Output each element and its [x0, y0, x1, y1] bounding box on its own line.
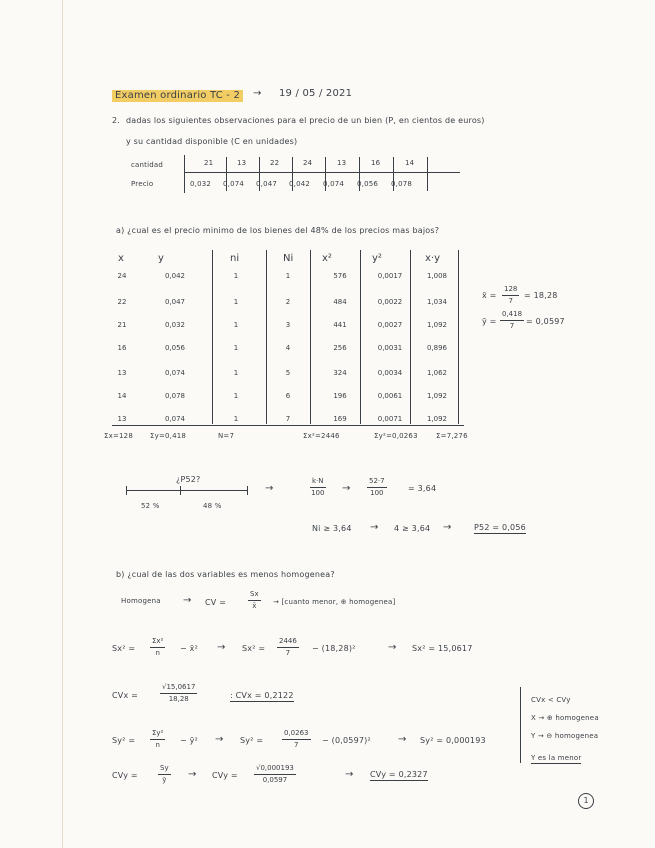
- sy2-result: Sy² = 0,000193: [420, 736, 486, 745]
- table-sum-5: Σ=7,276: [436, 432, 468, 440]
- cv-note: → [cuanto menor, ⊕ homogenea]: [273, 598, 396, 606]
- problem-number: 2.: [112, 116, 121, 125]
- table-header-1: y: [158, 253, 164, 264]
- table-cell-4-3: 5: [285, 369, 291, 377]
- table-column-line-4: [410, 250, 411, 424]
- sy2-label-2: Sy² =: [240, 736, 264, 745]
- arrow-3: →: [370, 522, 379, 533]
- cvx-denominator: 18,28: [168, 695, 189, 703]
- cvy-label: CVy =: [112, 771, 138, 780]
- sx2-minus-2: − (18,28)²: [312, 644, 356, 653]
- table-cell-3-2: 1: [233, 344, 239, 352]
- kn-fraction: [310, 478, 326, 497]
- table-cell-0-0: 24: [117, 272, 127, 280]
- table-header-2: ni: [230, 253, 240, 264]
- calc-result: = 3,64: [408, 484, 437, 493]
- cv-numerator: Sx: [248, 591, 261, 601]
- exam-date: 19 / 05 / 2021: [279, 88, 353, 99]
- sy2-fraction-2: [282, 730, 311, 749]
- table-cell-4-2: 1: [233, 369, 239, 377]
- ybar-result: = 0,0597: [526, 317, 565, 326]
- table-cell-5-6: 1,092: [426, 392, 448, 400]
- table-sum-1: Σy=0,418: [150, 432, 187, 440]
- table-cell-5-0: 14: [117, 392, 127, 400]
- p52-question: ¿P52?: [176, 475, 201, 484]
- kn-denominator: 100: [311, 489, 325, 497]
- sy2-numerator: Σy²: [150, 730, 165, 740]
- homog-arrow: →: [183, 595, 192, 606]
- table-cell-6-0: 13: [117, 415, 127, 423]
- cvy-fraction: [158, 765, 171, 784]
- table-cell-1-5: 0,0022: [377, 298, 403, 306]
- small-table-cantidad-1: 13: [237, 159, 247, 167]
- table-cell-1-1: 0,047: [164, 298, 186, 306]
- cvy-numerator: Sy: [158, 765, 171, 775]
- conclusion-line-4: Y es la menor: [531, 754, 582, 762]
- table-cell-3-3: 4: [285, 344, 291, 352]
- header-arrow: →: [253, 88, 262, 99]
- small-table-precio-1: 0,074: [223, 180, 245, 188]
- table-cell-1-2: 1: [233, 298, 239, 306]
- table-cell-6-6: 1,092: [426, 415, 448, 423]
- sx2-numerator: Σx²: [150, 638, 165, 648]
- ybar-numerator: 0,418: [500, 311, 524, 321]
- sx2-denominator: n: [155, 649, 160, 657]
- small-table-precio-3: 0,042: [289, 180, 311, 188]
- xbar-fraction: [502, 286, 519, 305]
- arrow-d: →: [398, 734, 407, 745]
- table-cell-0-5: 0,0017: [377, 272, 403, 280]
- cv-denominator: x̄: [252, 602, 257, 610]
- ni-condition: Ni ≥ 3,64: [312, 524, 352, 533]
- percentile-tick-left: [126, 486, 127, 495]
- arrow-1: →: [265, 483, 274, 494]
- table-cell-3-5: 0,0031: [377, 344, 403, 352]
- table-cell-0-4: 576: [333, 272, 347, 280]
- conclusion-line-3: Y → ⊖ homogenea: [531, 732, 599, 740]
- table-cell-4-1: 0,074: [164, 369, 186, 377]
- table-cell-2-0: 21: [117, 321, 127, 329]
- problem-line-2: y su cantidad disponible (C en unidades): [126, 137, 298, 146]
- xbar-denominator: 7: [508, 297, 513, 305]
- table-cell-4-4: 324: [333, 369, 347, 377]
- sx2-fraction-2: [277, 638, 299, 657]
- small-table-cantidad-4: 13: [337, 159, 347, 167]
- table-cell-6-1: 0,074: [164, 415, 186, 423]
- table-cell-1-4: 484: [333, 298, 347, 306]
- small-table-cantidad-6: 14: [405, 159, 415, 167]
- percentile-tick-right: [247, 486, 248, 495]
- homogena-label: Homogena: [121, 597, 161, 605]
- sy2-denominator: n: [155, 741, 160, 749]
- sy2-label: Sy² =: [112, 736, 136, 745]
- table-cell-3-1: 0,056: [164, 344, 186, 352]
- cvy-label-2: CVy =: [212, 771, 238, 780]
- part-b-question: b) ¿cual de las dos variables es menos homogenea?: [116, 570, 335, 579]
- xbar-result: = 18,28: [524, 291, 558, 300]
- table-cell-1-0: 22: [117, 298, 127, 306]
- table-cell-0-2: 1: [233, 272, 239, 280]
- arrow-b: →: [388, 642, 397, 653]
- table-sum-0: Σx=128: [104, 432, 133, 440]
- sx2-denominator-2: 7: [285, 649, 291, 657]
- small-table-cantidad-5: 16: [371, 159, 381, 167]
- table-cell-4-5: 0,0034: [377, 369, 403, 377]
- sy2-minus: − ȳ²: [180, 736, 198, 745]
- table-cell-6-3: 7: [285, 415, 291, 423]
- sx2-result: Sx² = 15,0617: [412, 644, 473, 653]
- ni-condition-2: 4 ≥ 3,64: [394, 524, 431, 533]
- table-cell-2-3: 3: [285, 321, 291, 329]
- xbar-label: x̄ =: [482, 291, 497, 300]
- calc-denominator: 100: [370, 489, 384, 497]
- table-sum-3: Σx²=2446: [303, 432, 340, 440]
- table-cell-6-5: 0,0071: [377, 415, 403, 423]
- table-header-0: x: [118, 253, 124, 264]
- table-cell-3-4: 256: [333, 344, 347, 352]
- table-cell-0-1: 0,042: [164, 272, 186, 280]
- axis-right-label: 48 %: [203, 502, 222, 510]
- conclusion-brace: [520, 687, 529, 763]
- cvx-numerator: √15,0617: [160, 684, 197, 694]
- kn-numerator: k·N: [310, 478, 326, 488]
- table-header-6: x·y: [425, 253, 441, 264]
- small-table-precio-0: 0,032: [190, 180, 212, 188]
- table-cell-1-3: 2: [285, 298, 291, 306]
- table-cell-2-4: 441: [333, 321, 347, 329]
- arrow-e: →: [188, 769, 197, 780]
- table-cell-0-6: 1,008: [426, 272, 448, 280]
- cvy-numerator-2: √0,000193: [254, 765, 296, 775]
- small-table-divider: [184, 155, 185, 193]
- table-bottom-rule: [112, 425, 464, 426]
- small-table-precio-2: 0,047: [256, 180, 278, 188]
- cvx-result: : CVx = 0,2122: [230, 691, 294, 700]
- conclusion-line-2: X → ⊕ homogenea: [531, 714, 599, 722]
- table-cell-3-0: 16: [117, 344, 127, 352]
- table-cell-4-0: 13: [117, 369, 127, 377]
- ybar-label: ȳ =: [482, 317, 497, 326]
- exam-title: Examen ordinario TC - 2: [112, 90, 243, 102]
- table-sum-4: Σy²=0,0263: [374, 432, 418, 440]
- small-table-cantidad-2: 22: [270, 159, 280, 167]
- small-table-precio-4: 0,074: [323, 180, 345, 188]
- xbar-numerator: 128: [502, 286, 519, 296]
- table-cell-5-4: 196: [333, 392, 347, 400]
- sx2-label: Sx² =: [112, 644, 136, 653]
- table-column-line-5: [458, 250, 459, 424]
- calc-fraction: [367, 478, 387, 497]
- table-cell-6-4: 169: [333, 415, 347, 423]
- arrow-f: →: [345, 769, 354, 780]
- sx2-numerator-2: 2446: [277, 638, 299, 648]
- table-cell-2-5: 0,0027: [377, 321, 403, 329]
- table-cell-5-1: 0,078: [164, 392, 186, 400]
- small-table-label-precio: Precio: [131, 180, 154, 188]
- table-header-5: y²: [372, 253, 382, 264]
- ybar-fraction: [500, 311, 524, 330]
- table-cell-6-2: 1: [233, 415, 239, 423]
- table-cell-2-2: 1: [233, 321, 239, 329]
- small-table-cantidad-0: 21: [204, 159, 214, 167]
- cvy-denominator: ȳ: [162, 776, 167, 784]
- sy2-minus-2: − (0,0597)²: [322, 736, 371, 745]
- table-column-line-3: [360, 250, 361, 424]
- conclusion-line-1: CVx < CVy: [531, 696, 571, 704]
- sy2-denominator-2: 7: [294, 741, 299, 749]
- table-cell-0-3: 1: [285, 272, 291, 280]
- arrow-4: →: [443, 522, 452, 533]
- small-table-precio-6: 0,078: [391, 180, 413, 188]
- arrow-2: →: [342, 483, 351, 494]
- sx2-minus: − x̄²: [180, 644, 198, 653]
- small-table-label-cantidad: cantidad: [131, 161, 164, 169]
- sx2-fraction: [150, 638, 165, 657]
- cvx-fraction: [160, 684, 197, 703]
- axis-left-label: 52 %: [141, 502, 160, 510]
- sy2-numerator-2: 0,0263: [282, 730, 311, 740]
- table-cell-5-5: 0,0061: [377, 392, 403, 400]
- arrow-c: →: [215, 734, 224, 745]
- table-cell-3-6: 0,896: [426, 344, 448, 352]
- small-table-precio-5: 0,056: [357, 180, 379, 188]
- sy2-fraction: [150, 730, 165, 749]
- percentile-axis: [126, 490, 248, 491]
- cvx-label: CVx =: [112, 691, 139, 700]
- table-column-line-0: [212, 250, 213, 424]
- table-header-4: x²: [322, 253, 332, 264]
- table-header-3: Ni: [283, 253, 294, 264]
- table-column-line-2: [310, 250, 311, 424]
- page-number: 1: [578, 793, 594, 809]
- table-cell-5-2: 1: [233, 392, 239, 400]
- ybar-denominator: 7: [509, 322, 515, 330]
- small-table-cantidad-3: 24: [303, 159, 313, 167]
- table-column-line-1: [266, 250, 267, 424]
- cvy-result: CVy = 0,2327: [370, 770, 428, 779]
- problem-line-1: dadas los siguientes observaciones para el precio de un bien (P, en cientos de euros): [126, 116, 485, 125]
- table-cell-4-6: 1,062: [426, 369, 448, 377]
- table-sum-2: N=7: [218, 432, 235, 440]
- p52-result: P52 = 0,056: [474, 523, 526, 532]
- table-cell-2-6: 1,092: [426, 321, 448, 329]
- cv-label: CV =: [205, 598, 227, 607]
- small-table-separator: [427, 157, 428, 191]
- table-cell-5-3: 6: [285, 392, 291, 400]
- sx2-label-2: Sx² =: [242, 644, 266, 653]
- table-cell-2-1: 0,032: [164, 321, 186, 329]
- cvy-fraction-2: [254, 765, 296, 784]
- calc-numerator: 52·7: [367, 478, 387, 488]
- table-cell-1-6: 1,034: [426, 298, 448, 306]
- arrow-a: →: [217, 642, 226, 653]
- percentile-tick-mid: [180, 486, 181, 495]
- cvy-denominator-2: 0,0597: [262, 776, 288, 784]
- cv-fraction: [248, 591, 261, 610]
- part-a-question: a) ¿cual es el precio minimo de los bienes del 48% de los precios mas bajos?: [116, 226, 440, 235]
